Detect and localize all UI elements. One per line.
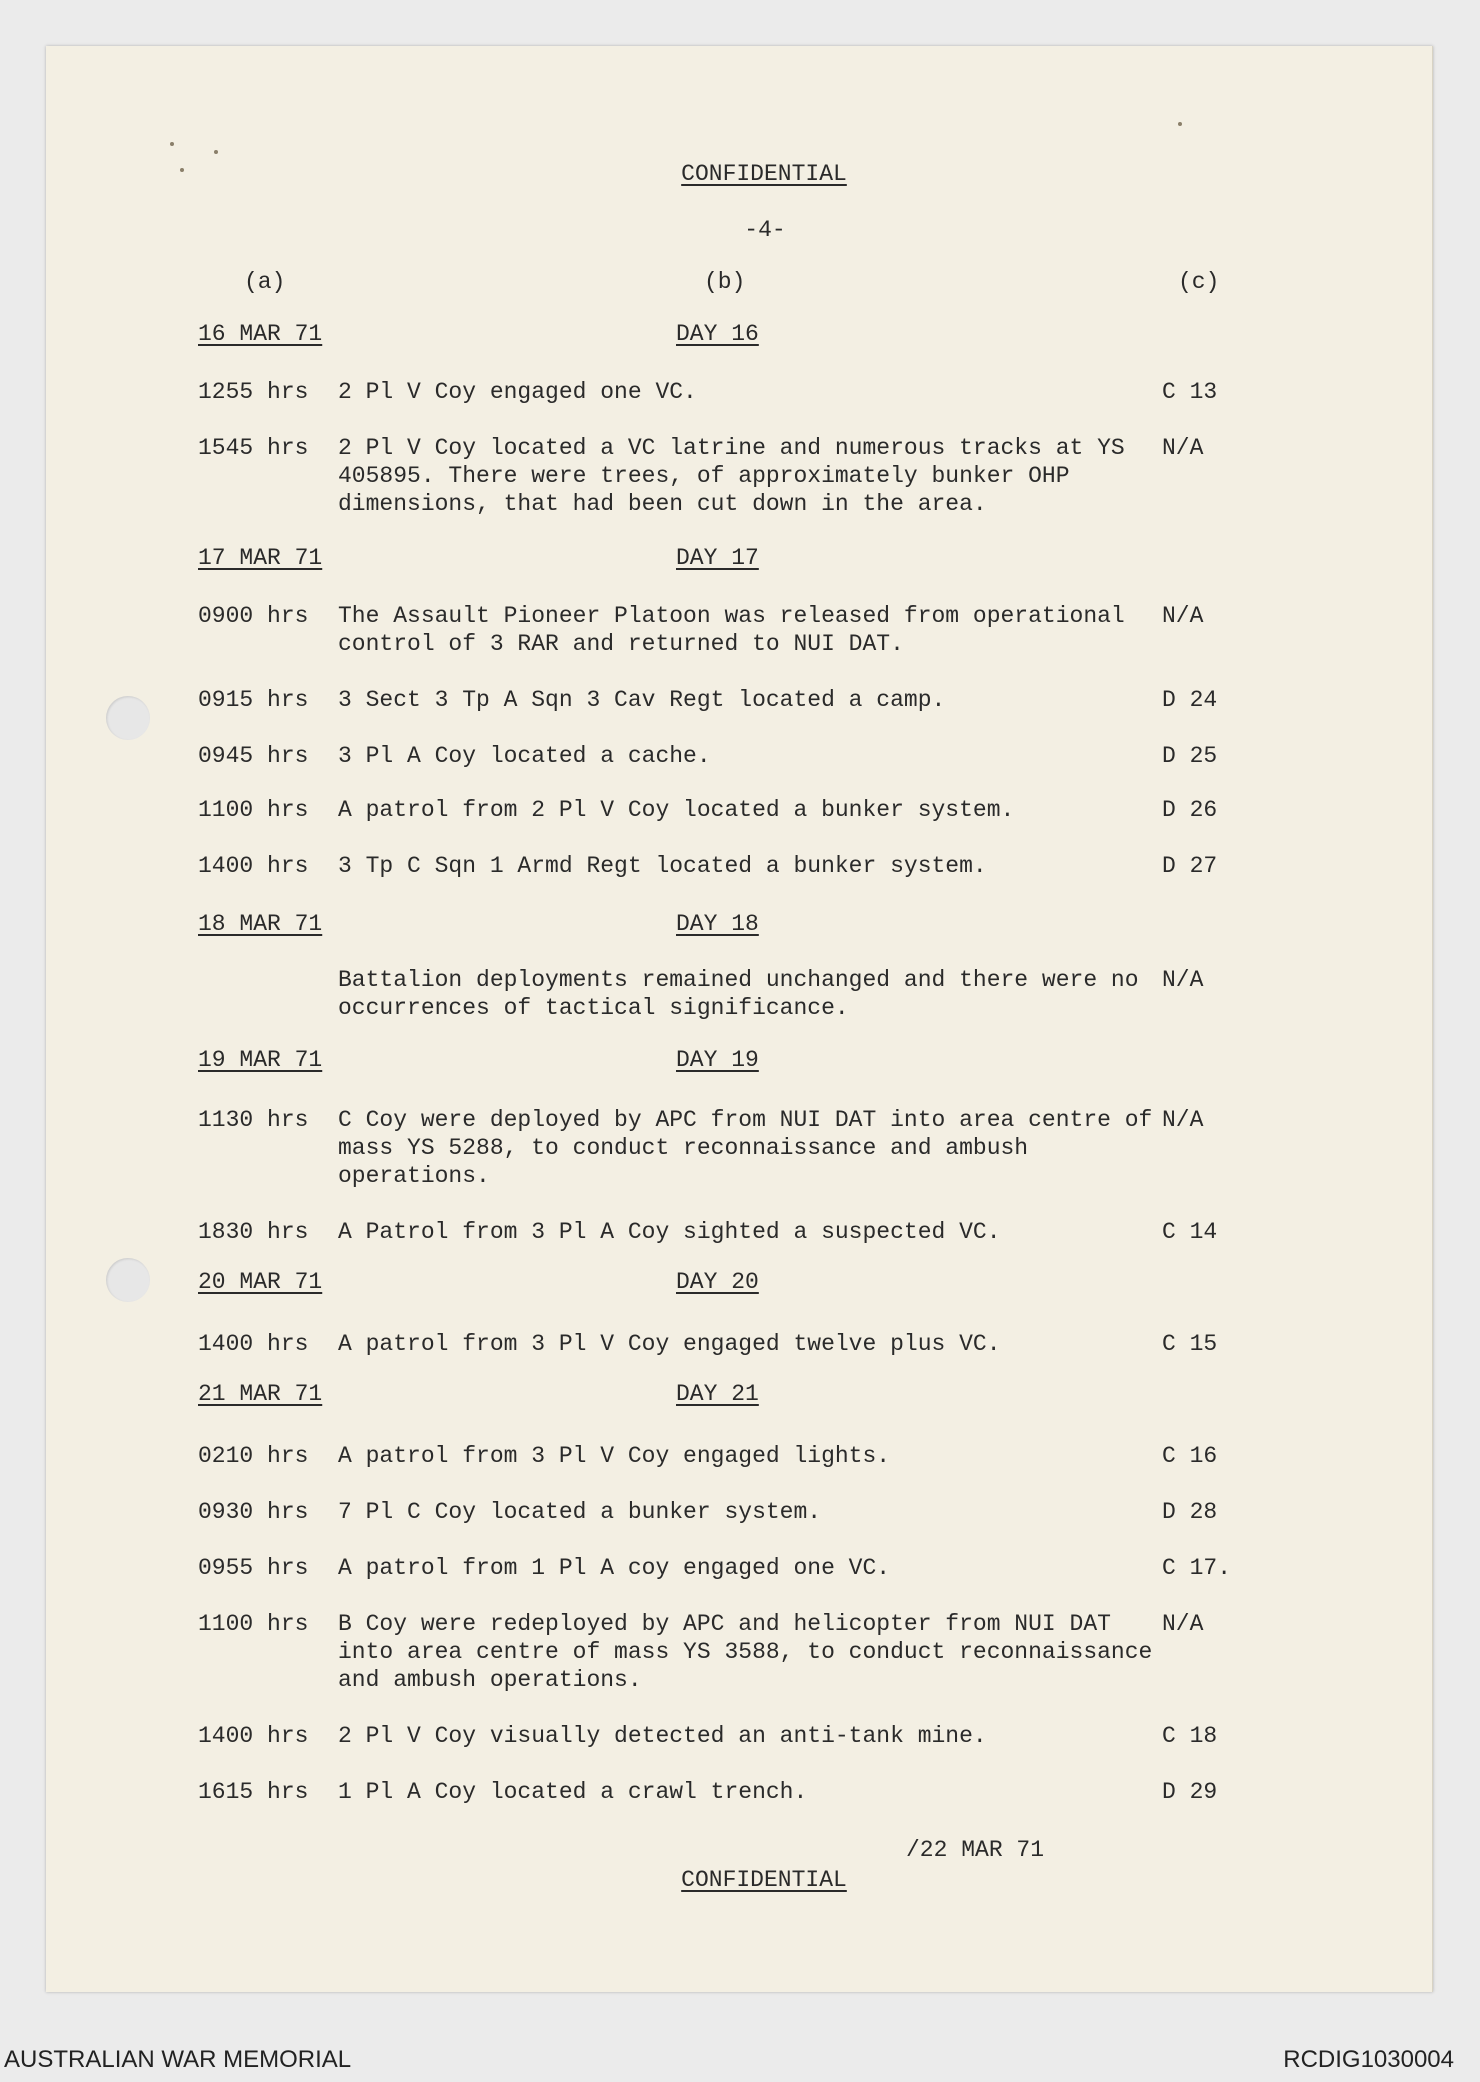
log-day: DAY 17 — [676, 545, 759, 571]
entry-reference: N/A — [1162, 967, 1204, 993]
entry-time: 1100 hrs — [198, 1611, 309, 1637]
entry-text: 1 Pl A Coy located a crawl trench. — [338, 1779, 808, 1805]
entry-reference: C 15 — [1162, 1331, 1218, 1357]
entry-text: 2 Pl V Coy located a VC latrine and numerous tracks at YS 405895. There were trees, of approximately bunker OHP dimensions, that had been cut down in the area. — [338, 435, 1125, 517]
entry-reference: D 26 — [1162, 797, 1218, 823]
entry-text: A patrol from 1 Pl A coy engaged one VC. — [338, 1555, 891, 1581]
entry-text: A patrol from 3 Pl V Coy engaged twelve plus VC. — [338, 1331, 1001, 1357]
entry-time: 0915 hrs — [198, 687, 309, 713]
entry-reference: C 14 — [1162, 1219, 1218, 1245]
paper-speck — [170, 142, 174, 146]
log-date: 21 MAR 71 — [198, 1381, 323, 1407]
log-date: 18 MAR 71 — [198, 911, 323, 937]
entry-text: B Coy were redeployed by APC and helicopter from NUI DAT into area centre of mass YS 3588, to conduct reconnaissance and ambush operations. — [338, 1611, 1153, 1693]
entry-text: 3 Pl A Coy located a cache. — [338, 743, 711, 769]
entry-text: C Coy were deployed by APC from NUI DAT into area centre of mass YS 5288, to conduct reconnaissance and ambush operations. — [338, 1107, 1153, 1189]
entry-text: 3 Tp C Sqn 1 Armd Regt located a bunker system. — [338, 853, 987, 879]
paper-speck — [214, 150, 218, 154]
entry-time: 0930 hrs — [198, 1499, 309, 1525]
entry-time: 1400 hrs — [198, 1723, 309, 1749]
archive-item-id: RCDIG1030004 — [1283, 2046, 1454, 2073]
page-number: -4- — [744, 217, 786, 243]
entry-text: A Patrol from 3 Pl A Coy sighted a suspected VC. — [338, 1219, 1001, 1245]
entry-text: 7 Pl C Coy located a bunker system. — [338, 1499, 822, 1525]
log-date: 19 MAR 71 — [198, 1047, 323, 1073]
paper-speck — [180, 168, 184, 172]
entry-time: 0210 hrs — [198, 1443, 309, 1469]
entry-time: 1400 hrs — [198, 1331, 309, 1357]
column-c-heading: (c) — [1178, 269, 1220, 295]
column-a-heading: (a) — [244, 269, 286, 295]
entry-time: 0955 hrs — [198, 1555, 309, 1581]
entry-reference: N/A — [1162, 1611, 1204, 1637]
entry-text: A patrol from 3 Pl V Coy engaged lights. — [338, 1443, 891, 1469]
column-b-heading: (b) — [704, 269, 746, 295]
document-page — [46, 46, 1433, 1992]
log-day: DAY 20 — [676, 1269, 759, 1295]
log-day: DAY 16 — [676, 321, 759, 347]
entry-time: 1400 hrs — [198, 853, 309, 879]
entry-time: 1130 hrs — [198, 1107, 309, 1133]
entry-time: 1615 hrs — [198, 1779, 309, 1805]
entry-reference: C 16 — [1162, 1443, 1218, 1469]
log-day: DAY 21 — [676, 1381, 759, 1407]
entry-reference: N/A — [1162, 603, 1204, 629]
entry-text: A patrol from 2 Pl V Coy located a bunker system. — [338, 797, 1015, 823]
archive-institution: AUSTRALIAN WAR MEMORIAL — [4, 2046, 352, 2073]
classification-footer: CONFIDENTIAL — [681, 1867, 847, 1893]
entry-time: 0900 hrs — [198, 603, 309, 629]
paper-speck — [1178, 122, 1182, 126]
log-date: 16 MAR 71 — [198, 321, 323, 347]
entry-reference: C 18 — [1162, 1723, 1218, 1749]
continuation-note: /22 MAR 71 — [906, 1837, 1045, 1863]
log-date: 20 MAR 71 — [198, 1269, 323, 1295]
entry-reference: D 28 — [1162, 1499, 1218, 1525]
entry-time: 1100 hrs — [198, 797, 309, 823]
entry-text: 2 Pl V Coy visually detected an anti-tank mine. — [338, 1723, 987, 1749]
punch-hole — [106, 1258, 150, 1302]
entry-text: Battalion deployments remained unchanged and there were no occurrences of tactical significance. — [338, 967, 1139, 1021]
entry-text: The Assault Pioneer Platoon was released from operational control of 3 RAR and returned to NUI DAT. — [338, 603, 1125, 657]
entry-time: 1255 hrs — [198, 379, 309, 405]
punch-hole — [106, 696, 150, 740]
entry-reference: N/A — [1162, 1107, 1204, 1133]
entry-reference: N/A — [1162, 435, 1204, 461]
entry-time: 1830 hrs — [198, 1219, 309, 1245]
entry-reference: D 27 — [1162, 853, 1218, 879]
entry-reference: C 13 — [1162, 379, 1218, 405]
entry-time: 0945 hrs — [198, 743, 309, 769]
entry-reference: D 29 — [1162, 1779, 1218, 1805]
entry-text: 3 Sect 3 Tp A Sqn 3 Cav Regt located a camp. — [338, 687, 946, 713]
log-day: DAY 18 — [676, 911, 759, 937]
log-day: DAY 19 — [676, 1047, 759, 1073]
entry-reference: D 25 — [1162, 743, 1218, 769]
entry-reference: C 17. — [1162, 1555, 1232, 1581]
entry-reference: D 24 — [1162, 687, 1218, 713]
log-date: 17 MAR 71 — [198, 545, 323, 571]
entry-time: 1545 hrs — [198, 435, 309, 461]
classification-header: CONFIDENTIAL — [681, 161, 847, 187]
entry-text: 2 Pl V Coy engaged one VC. — [338, 379, 697, 405]
